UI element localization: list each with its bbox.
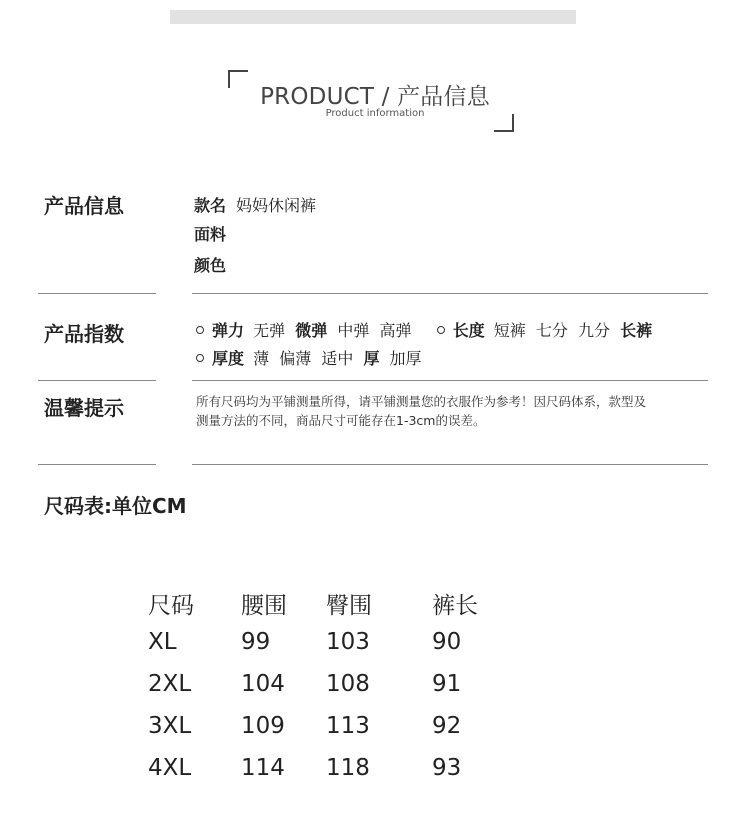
info-label: 款名 [194,196,227,215]
index-option: 短裤 [493,321,526,340]
table-cell: 103 [326,629,370,655]
table-cell: 93 [432,755,462,781]
section-divider [192,464,708,465]
index-line-1 [196,318,657,341]
index-option: 无弹 [253,321,286,340]
index-option: 九分 [577,321,610,340]
table-header-cell: 裤长 [432,593,478,619]
info-row-fabric [194,222,236,245]
table-cell: 92 [432,713,462,739]
section-divider [38,380,156,381]
index-option: 七分 [535,321,568,340]
index-option-selected: 厚 [363,349,380,368]
index-option: 中弹 [337,321,370,340]
index-label-elasticity: 弹力 [212,321,245,340]
info-label: 面料 [194,225,227,244]
size-chart-title: 尺码表:单位CM [44,494,187,518]
table-cell: 108 [326,671,370,697]
table-cell: 91 [432,671,462,697]
table-cell: 113 [326,713,370,739]
table-cell: 109 [241,713,285,739]
bullet-icon [196,326,204,334]
index-option: 高弹 [379,321,412,340]
table-cell: 118 [326,755,370,781]
table-cell: 99 [241,629,271,655]
table-cell: 4XL [148,755,192,781]
table-header-cell: 尺码 [148,593,194,619]
index-option: 偏薄 [279,349,312,368]
page-subtitle: Product information [325,108,425,119]
info-row-style [194,193,316,216]
section-divider [38,464,156,465]
section-divider [192,380,708,381]
index-line-2 [196,346,427,369]
info-label: 颜色 [194,256,227,275]
index-option: 适中 [321,349,354,368]
table-cell: 104 [241,671,285,697]
bullet-icon [196,354,204,362]
tips-text: 所有尺码均为平铺测量所得，请平铺测量您的衣服作为参考！因尺码体系，款型及测量方法的不同，商品尺寸可能存在1-3cm的误差。 [196,394,647,428]
index-option-selected: 长裤 [620,321,653,340]
table-header-cell: 腰围 [241,593,287,619]
top-decor-bar [170,10,576,24]
table-cell: 90 [432,629,462,655]
section-divider [38,293,156,294]
index-option: 加厚 [389,349,422,368]
bullet-icon [437,326,445,334]
table-cell: XL [148,629,177,655]
tips-heading: 温馨提示 [44,396,124,420]
product-info-heading: 产品信息 [44,194,124,218]
index-label-length: 长度 [452,321,485,340]
page-title: PRODUCT / 产品信息 [260,84,490,110]
info-value: 妈妈休闲裤 [236,196,317,215]
info-row-color [194,253,236,276]
index-option: 薄 [253,349,270,368]
corner-bracket-bottom-right [494,114,514,132]
table-header-cell: 臀围 [326,593,372,619]
product-index-heading: 产品指数 [44,322,124,346]
table-cell: 114 [241,755,285,781]
table-cell: 2XL [148,671,192,697]
table-cell: 3XL [148,713,192,739]
index-label-thickness: 厚度 [212,349,245,368]
index-option-selected: 微弹 [295,321,328,340]
section-divider [192,293,708,294]
